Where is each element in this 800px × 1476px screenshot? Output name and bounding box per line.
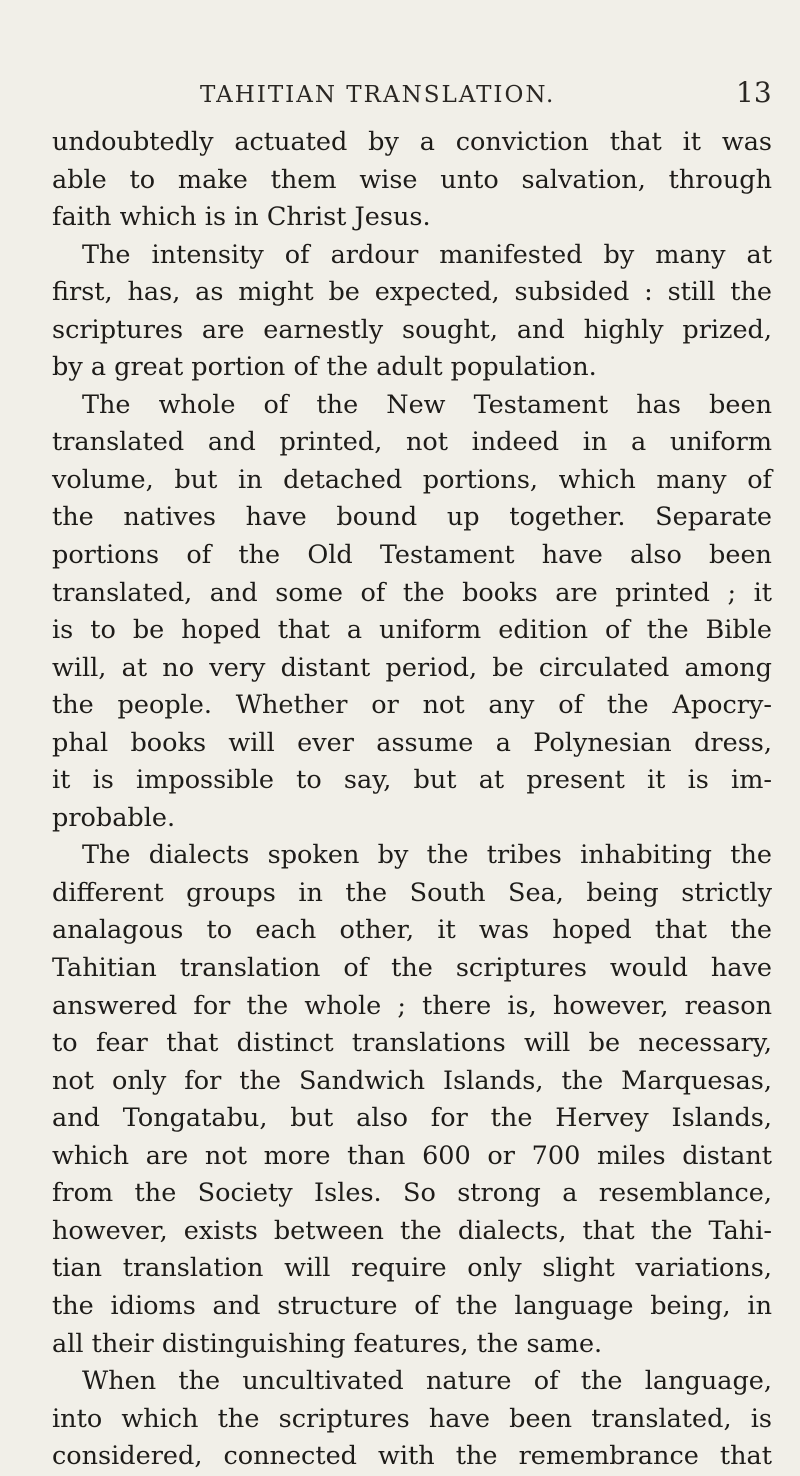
text-line: different groups in the South Sea, being strictly [52, 877, 772, 908]
text-line: tian translation will require only slight variations, [52, 1253, 772, 1284]
text-line: considered, connected with the remembrance that [52, 1441, 772, 1472]
body-text [52, 124, 772, 1476]
text-line: from the Society Isles. So strong a resemblance, [52, 1178, 772, 1209]
text-line: however, exists between the dialects, that the Tahi- [52, 1215, 772, 1246]
text-line: the idioms and structure of the language being, in [52, 1290, 772, 1321]
text-line: scriptures are earnestly sought, and highly prized, [52, 314, 772, 345]
text-line: probable. [52, 802, 176, 833]
text-line: translated and printed, not indeed in a uniform [52, 427, 772, 458]
text-line: the people. Whether or not any of the Apocry- [52, 690, 772, 721]
text-line: analagous to each other, it was hoped that the [52, 915, 772, 946]
text-line: to fear that distinct translations will be necessary, [52, 1028, 772, 1059]
text-line: portions of the Old Testament have also been [52, 540, 772, 571]
text-line: Tahitian translation of the scriptures would have [52, 953, 772, 984]
text-line: first, has, as might be expected, subsided : still the [52, 277, 772, 308]
text-line: The whole of the New Testament has been [82, 389, 772, 420]
text-line: it is impossible to say, but at present it is im- [52, 765, 772, 796]
text-line: answered for the whole ; there is, however, reason [52, 990, 772, 1021]
text-line: which are not more than 600 or 700 miles distant [52, 1140, 772, 1171]
page-number: 13 [736, 76, 772, 109]
text-line: will, at no very distant period, be circulated among [52, 652, 772, 683]
text-line: undoubtedly actuated by a conviction that it was [52, 127, 772, 157]
text-line: not only for the Sandwich Islands, the Marquesas, [52, 1065, 772, 1096]
text-line: by a great portion of the adult population. [52, 352, 597, 383]
text-line: faith which is in Christ Jesus. [52, 202, 431, 233]
running-title: TAHITIAN TRANSLATION. [200, 82, 556, 108]
text-line: volume, but in detached portions, which many of [52, 464, 772, 495]
text-line: all their distinguishing features, the same. [52, 1328, 603, 1359]
text-line: the natives have bound up together. Separate [52, 502, 772, 533]
text-line: The intensity of ardour manifested by many at [82, 239, 772, 270]
text-line: When the uncultivated nature of the language, [82, 1366, 772, 1397]
text-line: The dialects spoken by the tribes inhabiting the [82, 840, 772, 871]
text-line: and Tongatabu, but also for the Hervey Islands, [52, 1103, 772, 1134]
text-line: phal books will ever assume a Polynesian dress, [52, 727, 772, 758]
text-line: is to be hoped that a uniform edition of the Bible [52, 615, 772, 646]
text-line: translated, and some of the books are printed ; it [52, 577, 772, 608]
text-line: into which the scriptures have been translated, is [52, 1403, 772, 1434]
text-line: able to make them wise unto salvation, through [52, 164, 772, 195]
